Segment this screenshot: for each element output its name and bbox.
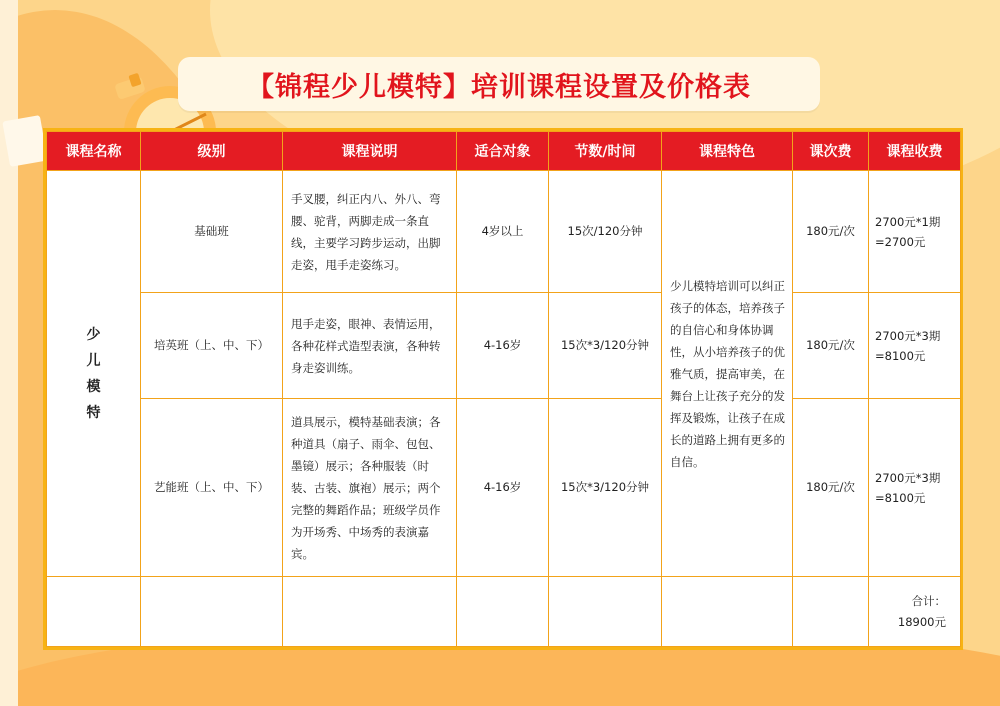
- table-header-row: [47, 132, 961, 171]
- header-audience: 适合对象: [457, 132, 549, 171]
- empty-cell: [793, 577, 869, 647]
- header-course-fee: 课程收费: [869, 132, 961, 171]
- background-edge: [0, 0, 18, 706]
- level-cell: 基础班: [141, 171, 283, 293]
- header-sessions: 节数/时间: [549, 132, 662, 171]
- empty-cell: [283, 577, 457, 647]
- page-title: 【锦程少儿模特】培训课程设置及价格表: [178, 57, 820, 111]
- empty-cell: [47, 577, 141, 647]
- table-row: [47, 293, 961, 399]
- table-row: [47, 399, 961, 577]
- description-cell: 手叉腰，纠正内八、外八、弯腰、驼背，两脚走成一条直线，主要学习跨步运动，出脚走姿，甩手走姿练习。: [283, 171, 457, 293]
- table-row: [47, 171, 961, 293]
- level-cell: 培英班（上、中、下）: [141, 293, 283, 399]
- sessions-cell: 15次*3/120分钟: [549, 293, 662, 399]
- fee-formula: 2700元*3期: [875, 470, 941, 485]
- per-class-fee-cell: 180元/次: [793, 399, 869, 577]
- course-fee-cell: [869, 171, 961, 293]
- level-cell: 艺能班（上、中、下）: [141, 399, 283, 577]
- course-name-cell: [47, 171, 141, 577]
- audience-cell: 4-16岁: [457, 293, 549, 399]
- total-cell: 合计：18900元: [869, 577, 961, 647]
- empty-cell: [549, 577, 662, 647]
- course-fee-cell: [869, 399, 961, 577]
- header-level: 级别: [141, 132, 283, 171]
- description-cell: 甩手走姿，眼神、表情运用，各种花样式造型表演，各种转身走姿训练。: [283, 293, 457, 399]
- table-row-total: [47, 577, 961, 647]
- description-cell: 道具展示，模特基础表演；各种道具（扇子、雨伞、包包、墨镜）展示；各种服装（时装、古装、旗袍）展示；两个完整的舞蹈作品；班级学员作为开场秀、中场秀的表演嘉宾。: [283, 399, 457, 577]
- per-class-fee-cell: 180元/次: [793, 171, 869, 293]
- fee-result: =8100元: [875, 348, 926, 363]
- sessions-cell: 15次/120分钟: [549, 171, 662, 293]
- sessions-cell: 15次*3/120分钟: [549, 399, 662, 577]
- fee-result: =2700元: [875, 234, 926, 249]
- audience-cell: 4岁以上: [457, 171, 549, 293]
- course-fee-cell: [869, 293, 961, 399]
- paper-note-icon: [2, 115, 47, 167]
- header-description: 课程说明: [283, 132, 457, 171]
- empty-cell: [662, 577, 793, 647]
- fee-result: =8100元: [875, 490, 926, 505]
- course-name: 少儿模特: [86, 326, 101, 421]
- fee-formula: 2700元*1期: [875, 214, 941, 229]
- empty-cell: [457, 577, 549, 647]
- empty-cell: [141, 577, 283, 647]
- price-table: [46, 131, 961, 647]
- price-table-frame: [43, 128, 963, 650]
- header-course-name: 课程名称: [47, 132, 141, 171]
- per-class-fee-cell: 180元/次: [793, 293, 869, 399]
- header-feature: 课程特色: [662, 132, 793, 171]
- header-per-class-fee: 课次费: [793, 132, 869, 171]
- feature-cell: 少儿模特培训可以纠正孩子的体态，培养孩子的自信心和身体协调性，从小培养孩子的优雅气质，提高审美，在舞台上让孩子充分的发挥及锻炼，让孩子在成长的道路上拥有更多的自信。: [662, 171, 793, 577]
- fee-formula: 2700元*3期: [875, 328, 941, 343]
- audience-cell: 4-16岁: [457, 399, 549, 577]
